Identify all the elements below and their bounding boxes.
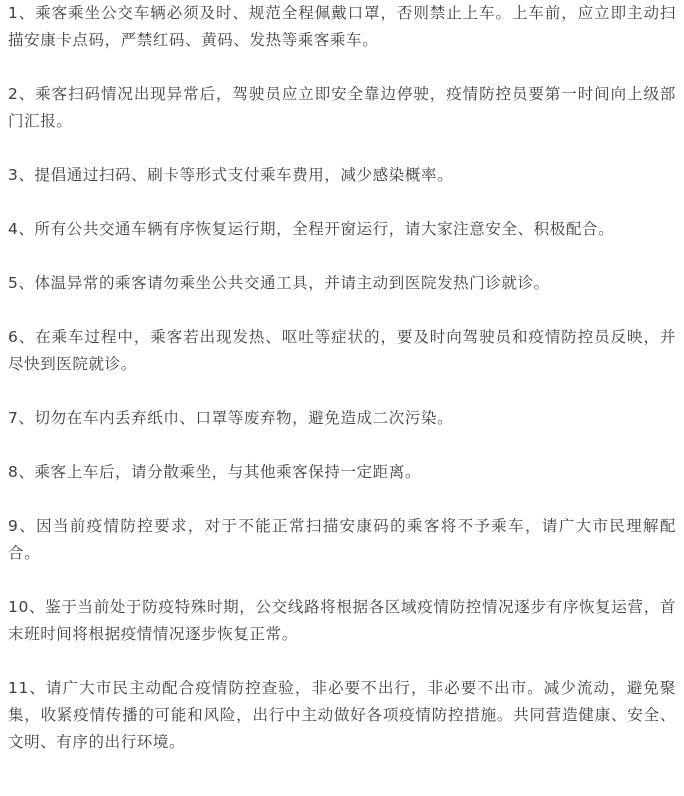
notice-item-7: 7、切勿在车内丢弃纸巾、口罩等废弃物，避免造成二次污染。 — [8, 409, 454, 427]
notice-item-2: 2、乘客扫码情况出现异常后，驾驶员应立即安全靠边停驶，疫情防控员要第一时间向上级部门汇报。 — [8, 85, 676, 130]
notice-item-1: 1、乘客乘坐公交车辆必须及时、规范全程佩戴口罩，否则禁止上车。上车前，应立即主动扫描安康卡点码，严禁红码、黄码、发热等乘客乘车。 — [8, 4, 676, 49]
notice-article — [8, 0, 676, 756]
notice-item-6: 6、在乘车过程中，乘客若出现发热、呕吐等症状的，要及时向驾驶员和疫情防控员反映，并尽快到医院就诊。 — [8, 328, 676, 373]
notice-item-4: 4、所有公共交通车辆有序恢复运行期，全程开窗运行，请大家注意安全、积极配合。 — [8, 220, 615, 238]
notice-item-8: 8、乘客上车后，请分散乘坐，与其他乘客保持一定距离。 — [8, 463, 421, 481]
notice-item-3: 3、提倡通过扫码、刷卡等形式支付乘车费用，减少感染概率。 — [8, 166, 454, 184]
notice-item-9: 9、因当前疫情防控要求，对于不能正常扫描安康码的乘客将不予乘车，请广大市民理解配合。 — [8, 517, 676, 562]
notice-item-10: 10、鉴于当前处于防疫特殊时期，公交线路将根据各区域疫情防控情况逐步有序恢复运营，首末班时间将根据疫情情况逐步恢复正常。 — [8, 598, 676, 643]
notice-item-5: 5、体温异常的乘客请勿乘坐公共交通工具，并请主动到医院发热门诊就诊。 — [8, 274, 550, 292]
notice-item-11: 11、请广大市民主动配合疫情防控查验，非必要不出行，非必要不出市。减少流动，避免聚集，收紧疫情传播的可能和风险，出行中主动做好各项疫情防控措施。共同营造健康、安全、文明、有序的出行环境。 — [8, 679, 676, 751]
